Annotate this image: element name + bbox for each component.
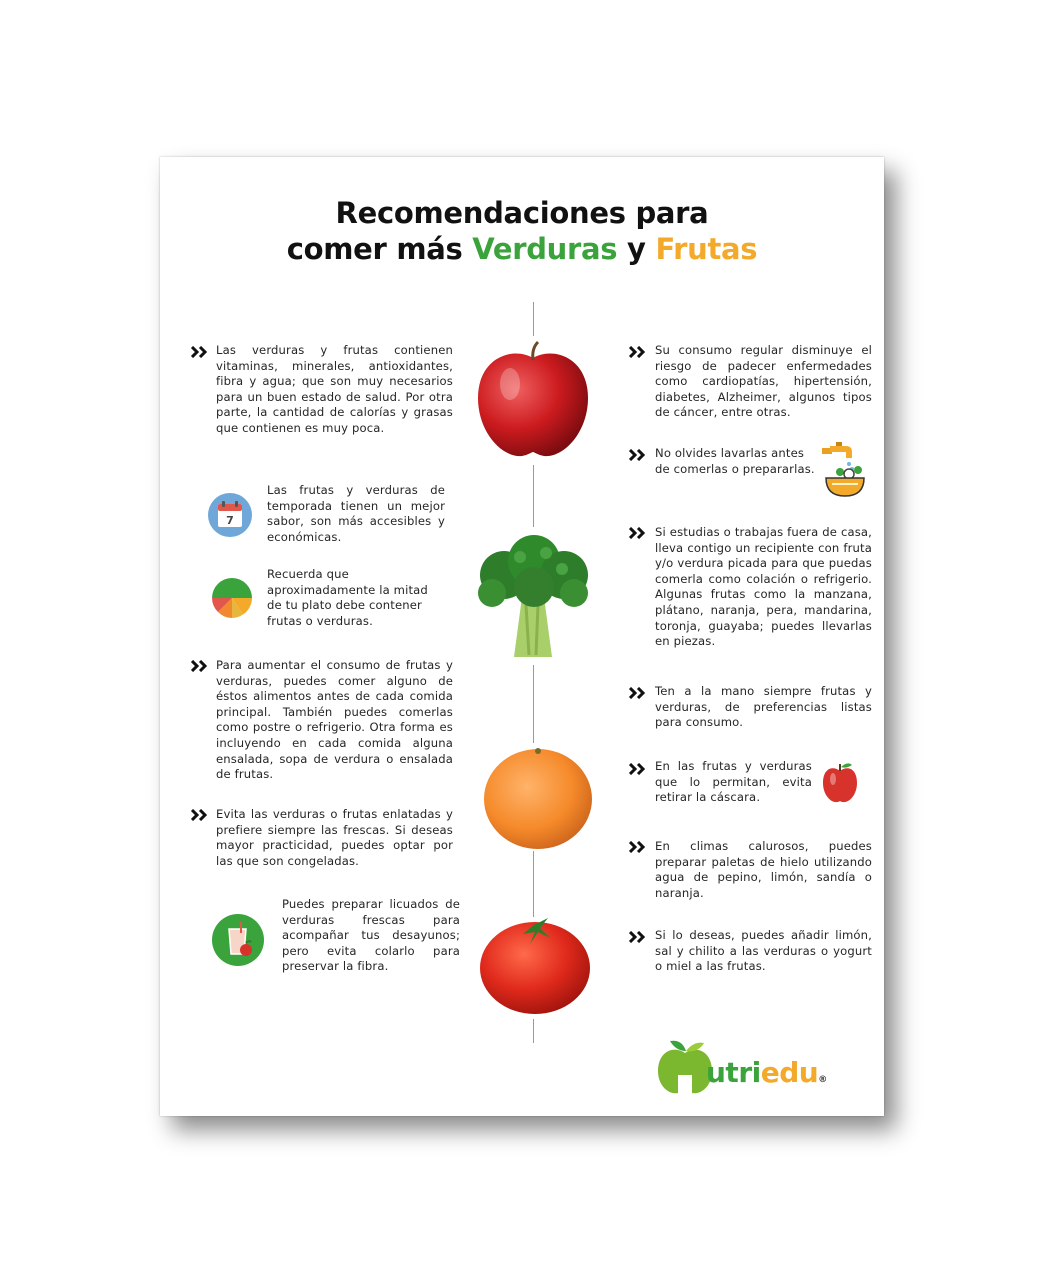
chevron-icon — [191, 660, 209, 672]
title-frutas: Frutas — [655, 232, 758, 266]
title-verduras: Verduras — [472, 232, 618, 266]
logo-wordmark — [706, 1057, 827, 1096]
calendar-day: 7 — [226, 514, 234, 527]
right-paragraph-6: En climas calurosos, puedes preparar paletas de hielo utilizando agua de pepino, limón, sandía o naranja. — [655, 839, 872, 900]
smoothie-icon — [212, 914, 264, 966]
left-paragraph-6: Puedes preparar licuados de verduras frescas para acompañar tus desayunos; pero evita colarlo para preservar la fibra. — [282, 897, 460, 974]
chevron-icon — [191, 809, 209, 821]
chevron-icon — [629, 449, 647, 461]
left-paragraph-5: Evita las verduras o frutas enlatadas y prefiere siempre las frescas. Si deseas mayor practicidad, puedes optar por las que son congeladas. — [216, 807, 453, 868]
chevron-icon — [191, 346, 209, 358]
center-divider — [533, 302, 534, 336]
center-divider — [533, 1019, 534, 1043]
right-paragraph-1: Su consumo regular disminuye el riesgo de padecer enfermedades como cardiopatías, hipertensión, diabetes, Alzheimer, algunos tipos de cáncer, entre otras. — [655, 343, 872, 420]
chevron-icon — [629, 763, 647, 775]
right-paragraph-4: Ten a la mano siempre frutas y verduras, de preferencias listas para consumo. — [655, 684, 872, 730]
title-line-2 — [160, 231, 884, 267]
orange-image — [482, 747, 594, 851]
chevron-icon — [629, 687, 647, 699]
calendar-icon — [208, 493, 252, 537]
center-divider — [533, 851, 534, 917]
faucet-wash-icon — [818, 440, 872, 500]
nutriedu-logo — [654, 1035, 854, 1097]
chevron-icon — [629, 346, 647, 358]
title-line-2-prefix: comer más — [286, 232, 473, 266]
chevron-icon — [629, 527, 647, 539]
plate-chart-icon — [210, 576, 254, 620]
tomato-image — [478, 910, 592, 1016]
title-and: y — [617, 232, 656, 266]
chevron-icon — [629, 841, 647, 853]
logo-text-edu: edu — [760, 1056, 819, 1089]
right-paragraph-7: Si lo deseas, puedes añadir limón, sal y chilito a las verduras o yogurt o miel a las frutas. — [655, 928, 872, 974]
apple-image — [472, 340, 594, 462]
right-paragraph-5: En las frutas y verduras que lo permitan, evita retirar la cáscara. — [655, 759, 812, 805]
center-divider — [533, 665, 534, 743]
center-divider — [533, 465, 534, 527]
title-line-1: Recomendaciones para — [335, 196, 709, 230]
left-paragraph-2: Las frutas y verduras de temporada tienen un mejor sabor, son más accesibles y económicas. — [267, 483, 445, 544]
logo-text-utri: utri — [706, 1056, 761, 1089]
broccoli-image — [474, 535, 592, 660]
right-paragraph-3: Si estudias o trabajas fuera de casa, lleva contigo un recipiente con fruta y/o verdura picada para que puedas comerla como colación o refrigerio. Algunas frutas como la manzana, plátano, naranja, pera, mandarina, toronja, guayaba; puedes llevarlas en piezas. — [655, 525, 872, 649]
right-paragraph-2: No olvides lavarlas antes de comerlas o prepararlas. — [655, 446, 815, 476]
infographic-sheet — [160, 157, 884, 1116]
logo-registered-mark: ® — [818, 1075, 827, 1085]
left-paragraph-1: Las verduras y frutas contienen vitaminas, minerales, antioxidantes, fibra y agua; que son muy necesarios para un buen estado de salud. Por otra parte, la cantidad de calorías y grasas que contienen es muy poca. — [216, 343, 453, 435]
small-apple-icon — [822, 761, 858, 803]
chevron-icon — [629, 931, 647, 943]
left-paragraph-3: Recuerda que aproximadamente la mitad de tu plato debe contener frutas o verduras. — [267, 567, 428, 628]
left-paragraph-4: Para aumentar el consumo de frutas y verduras, puedes comer alguno de éstos alimentos antes de cada comida principal. También puedes comerlas como postre o refrigerio. Otra forma es incluyendo en cada comida alguna ensalada, sopa de verdura o ensalada de frutas. — [216, 658, 453, 782]
